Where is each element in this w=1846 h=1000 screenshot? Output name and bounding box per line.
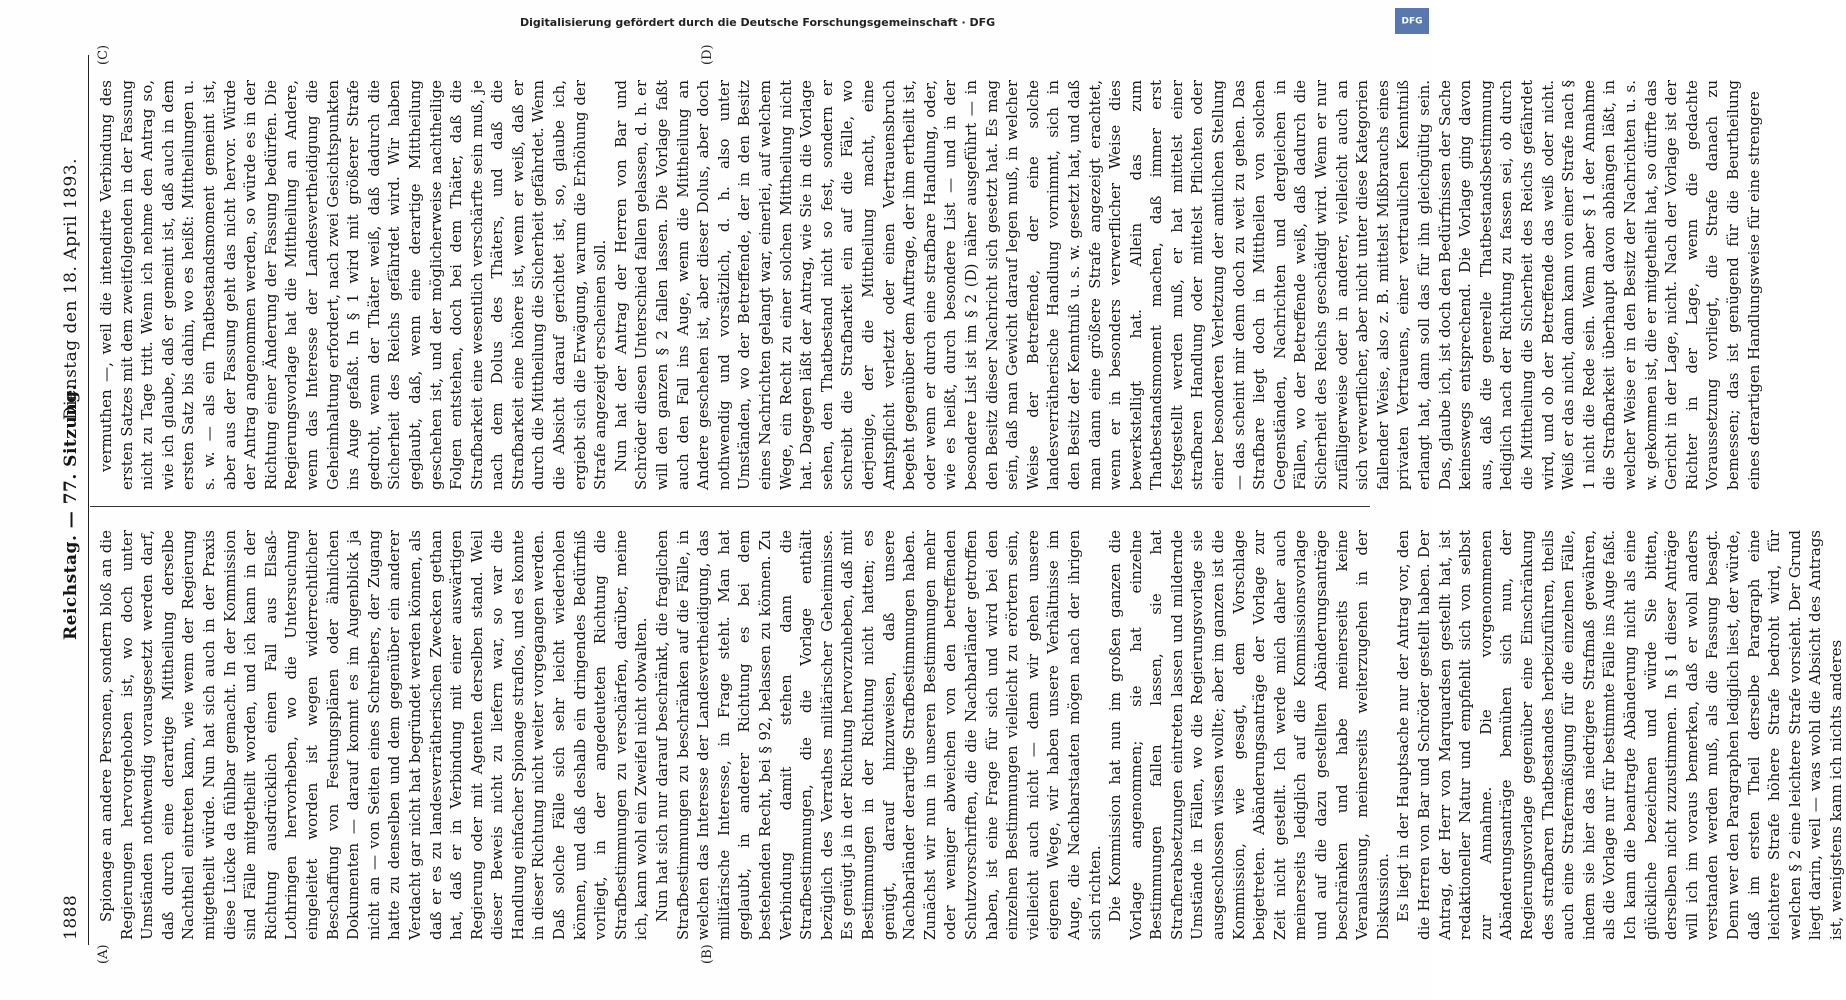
digitization-credit — [520, 8, 1423, 38]
text-column-left — [96, 530, 1845, 940]
header-rule — [88, 55, 89, 945]
margin-marker-d: (D) — [700, 44, 715, 65]
header-title: Reichstag. — 77. Sitzung. — [61, 384, 81, 640]
column-divider — [90, 506, 1370, 507]
margin-marker-a: (A) — [96, 944, 111, 964]
margin-marker-b: (B) — [700, 944, 715, 964]
paragraph: Nun hat der Antrag der Herren von Bar und Schröder diesen Unterschied fallen gelassen, d. h. er will den ganzen § 2 fallen lassen. Die Vorlage faßt auch den Fall ins Auge, wenn die Mittheilung an Andere geschehen ist, aber dieser Dolus, aber doch nothwendig und vorsätzlich, d. h. also unter Umständen, wo der Betreffende, der in den Besitz eines Nachrichten gelangt war, einerlei, auf welchem Wege, ein Recht zu einer solchen Mittheilung nicht hat. Dagegen läßt der Antrag, wie Sie in die Vorlage sehen, den Thatbestand nicht so fest, sondern er schreibt die Strafbarkeit ein auf die Fälle, wo derjenige, der die Mittheilung macht, eine Amtspflicht verletzt oder einen Vertrauensbruch begeht gegenüber dem Auftrage, der ihm ertheilt ist, oder wenn er durch eine strafbare Handlung, oder, wie es heißt, durch besondere List — und in der besondere List ist im § 2 (D) näher ausgeführt — in den Besitz dieser Nachricht sich gesetzt hat. Es mag sein, daß man Gewicht darauf legen muß, in welcher Weise der Betreffende, der eine solche landesverrätherische Handlung vornimmt, sich in den Besitz der Kenntniß u. s. w. gesetzt hat, und daß man dann eine größere Strafe angezeigt erachtet, wenn er in besonders verwerflicher Weise dies bewerkstelligt hat. Allein das zum Thatbestandsmoment machen, daß immer erst festgestellt werden muß, er hat mittelst einer strafbaren Handlung oder mittelst Pflichten oder einer besonderen Verletzung der amtlichen Stellung — das scheint mir denn doch zu weit zu gehen. Das Strafbare liegt doch in Mittheilen von solchen Gegenständen, Nachrichten und dergleichen in Fällen, wo der Betreffende weiß, daß dadurch die Sicherheit des Reichs geschädigt wird. Wenn er nur zufälligerweise oder in anderer, vielleicht auch an sich verwerflicher, aber nicht unter diese Kategorien fallender Weise, also z. B. mittelst Mißbrauchs eines privaten Vertrauens, einer vertraulichen Kenntniß erlangt hat, dann soll das für ihn gleichgültig sein. Das, glaube ich, ist doch den Bedürfnissen der Sache keineswegs entsprechend. Die Vorlage ging davon aus, daß die generelle Thatbestandsbestimmung lediglich nach der Richtung zu fassen sei, ob durch die Mittheilung die Sicherheit des Reichs gefährdet wird, und ob der Betreffende das weiß oder nicht. Weiß er das nicht, dann kann von einer Strafe nach § 1 nicht die Rede sein. Wenn aber § 1 der Annahme die Strafbarkeit überhaupt davon abhängen läßt, in welcher Weise er in den Besitz der Nachrichten u. s. w. gekommen ist, die er mitgetheilt hat, so dürfte das Gericht in der Lage, nicht. Nach der Vorlage ist der Richter in der Lage, wenn die gedachte Voraussetzung vorliegt, die Strafe danach zu bemessen; das ist genügend für die Beurtheilung eines derartigen Handlungsweise für eine strengere — [611, 80, 1763, 490]
paragraph: Es liegt in der Hauptsache nur der Antrag vor, den die Herren von Bar und Schröder gestellt haben. Der Antrag, der Herr von Marquardsen gestellt hat, ist redaktioneller Natur und empfiehlt sich von selbst zur Annahme. Die vorgenommenen Abänderungsanträge bemühen sich nun, der Regierungsvorlage gegenüber eine Einschränkung des strafbaren Thatbestandes herbeizuführen, theils auch eine Strafermäßigung für die einzelnen Fälle, indem sie hier das niedrigere Strafmaß gewähren, als die Vorlage nur für bestimmte Fälle ins Auge faßt. Ich kann die beantragte Abänderung nicht als eine glückliche bezeichnen und würde Sie bitten, derselben nicht zuzustimmen. In § 1 dieser Anträge will ich im voraus bemerken, daß er wohl anders verstanden werden muß, als die Fassung besagt. Denn wer den Paragraphen lediglich liest, der würde, daß im ersten Theil derselbe Paragraph eine leichtere Strafe höhere Strafe bedroht wird, für welchen § 2 eine leichtere Strafe vorsieht. Der Grund liegt darin, weil — was wohl die Absicht des Antrags ist, wenigstens kann ich nichts anderes — [1394, 530, 1845, 940]
paragraph: Spionage an andere Personen, sondern bloß an die Regierungen hervorgehoben ist, wo doch unter Umständen nothwendig vorausgesetzt werden darf, daß durch eine derartige Mittheilung derselbe Nachtheil eintreten kann, wie wenn der Regierung mitgetheilt würde. Nun hat sich auch in der Praxis diese Lücke da fühlbar gemacht. In der Kommission sind Fälle mitgetheilt worden, und ich kann in der Richtung ausdrücklich einen Fall aus Elsaß-Lothringen hervorheben, wo die Untersuchung eingeleitet worden ist wegen widerrechtlicher Beschaffung von Festungsplänen oder ähnlichen Dokumenten — darauf kommt es im Augenblick ja nicht an — von Seiten eines Schreibers, der Zugang hatte zu denselben und dem gegenüber ein anderer Verdacht gar nicht hat begründet werden können, als daß er es zu landesverrätherischen Zwecken gethan hat, daß er in Verbindung mit einer auswärtigen Regierung oder mit Agenten derselben stand. Weil dieser Beweis nicht zu liefern war, so war die Handlung einfacher Spionage straflos, und es konnte in dieser Richtung nicht weiter vorgegangen werden. Daß solche Fälle sich sehr leicht wiederholen können, und daß deshalb ein dringendes Bedürfniß vorliegt, in der angedeuteten Richtung die Strafbestimmungen zu verschärfen, darüber, meine ich, kann wohl ein Zweifel nicht obwalten. — [97, 530, 651, 940]
page-number: 1888 — [61, 894, 81, 940]
paragraph: vermuthen —, weil die intendirte Verbindung des ersten Satzes mit dem zweitfolgenden in der Fassung nicht zu Tage tritt. Wenn ich nehme den Antrag so, wie ich glaube, daß er gemeint ist, daß auch in dem ersten Satz bis dahin, wo es heißt: Mittheilungen u. s. w. — als ein Thatbestandsmoment gemeint ist, aber aus der Fassung geht das nicht hervor. Würde der Antrag angenommen werden, so würde es in der Richtung einer Änderung der Fassung bedürfen. Die Regierungsvorlage hat die Mittheilung an Andere, wenn das Interesse der Landesvertheidigung die Geheimhaltung erfordert, nach zwei Gesichtspunkten ins Auge gefaßt. In § 1 wird mit größerer Strafe gedroht, wenn der Thäter weiß, daß dadurch die Sicherheit des Reichs gefährdet wird. Wir haben geglaubt, daß, wenn eine derartige Mittheilung geschehen ist, und der möglicherweise nachtheilige Folgen entstehen, doch bei dem Thäter, daß die Strafbarkeit eine wesentlich verschärfte sein muß, je nach dem Dolus des Thäters, und daß die Strafbarkeit eine höhere ist, wenn er weiß, daß er durch die Mittheilung die Sicherheit gefährdet. Wenn die Absicht darauf gerichtet ist, so, glaube ich, ergiebt sich die Erwägung, warum die Erhöhung der Strafe angezeigt erscheinen soll. — [97, 80, 610, 490]
paragraph: Die Kommission hat nun im großen ganzen die Vorlage angenommen; sie hat einzelne Bestimmungen fallen lassen, sie hat Strafherabsetzungen eintreten lassen und mildernde Umstände in Fällen, wo die Regierungsvorlage sie ausgeschlossen wissen wollte; aber im ganzen ist die Kommission, wie gesagt, dem Vorschlage beigetreten. Abänderungsanträge der Vorlage zur Zeit nicht gestellt. Ich werde mich daher auch meinerseits lediglich auf die Kommissionsvorlage und auf die dazu gestellten Abänderungsanträge beschränken und habe meinerseits keine Veranlassung, meinerseits weiterzugehen in der Diskussion. — [1106, 530, 1392, 940]
text-column-right — [96, 80, 1763, 490]
dfg-logo — [1395, 8, 1429, 34]
header-date: Dienstag den 18. April 1893. — [61, 157, 81, 420]
page-header — [55, 60, 89, 940]
credit-text: Digitalisierung gefördert durch die Deutsche Forschungsgemeinschaft · DFG — [520, 16, 996, 29]
dfg-logo-text: DFG — [1401, 16, 1423, 27]
paragraph: Nun hat sich nur darauf beschränkt, die fraglichen Strafbestimmungen zu beschränken auf die Fälle, in welchen das Interesse der Landesvertheidigung, das militärische Interesse, in Frage steht. Man hat geglaubt, in anderer Richtung es bei dem bestehenden Recht, bei § 92, belassen zu können. Zu Verbindung damit stehen dann die Strafbestimmungen, die die Vorlage enthält bezüglich des Verrathes militärischer Geheimnisse. Es genügt ja in der Richtung hervorzuheben, daß mit Bestimmungen in der Richtung nicht hatten; es genügt, darauf hinzuweisen, daß unsere Nachbarländer derartige Strafbestimmungen haben. Zunächst wir nun in unseren Bestimmungen mehr oder weniger abweichen von den betreffenden Schutzvorschriften, die die Nachbarländer getroffen haben, ist eine Frage für sich und wird bei den einzelnen Bestimmungen vielleicht zu erörtern sein, vielleicht auch nicht — denn wir gehen unsere eigenen Wege, wir haben unsere Verhältnisse im Auge, die Nachbarstaaten mögen nach der ihrigen sich richten. — [653, 530, 1104, 940]
margin-marker-c: (C) — [96, 44, 111, 65]
